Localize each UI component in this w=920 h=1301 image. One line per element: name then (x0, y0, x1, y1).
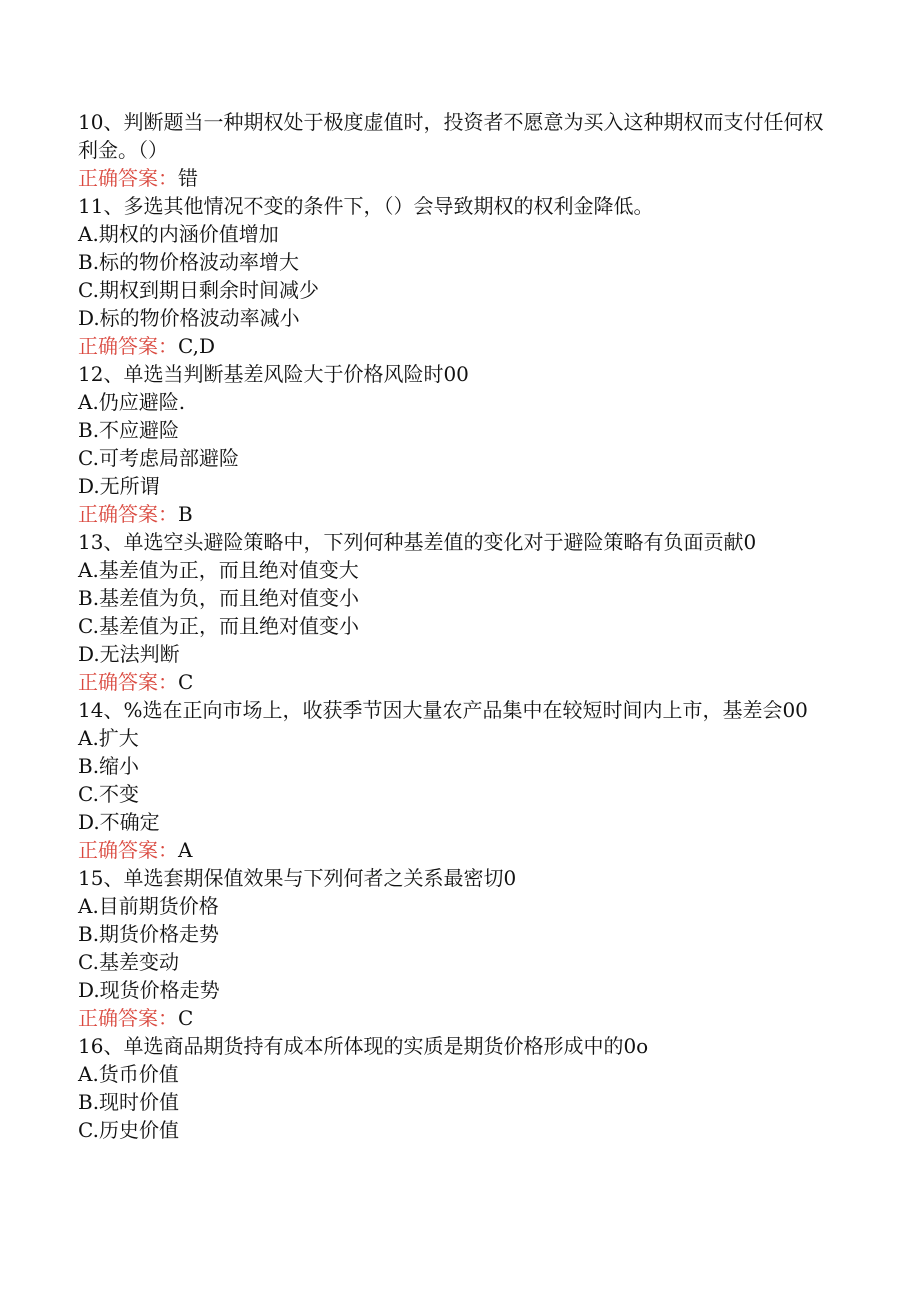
option-b: B.现时价值 (78, 1090, 180, 1114)
question-stem: 11、多选其他情况不变的条件下，（）会导致期权的权利金降低。 (78, 194, 654, 218)
question-10 (78, 108, 838, 192)
option-b: B.不应避险 (78, 418, 180, 442)
option-a: A.目前期货价格 (78, 894, 219, 918)
option-d: D.不确定 (78, 810, 160, 834)
question-12 (78, 360, 838, 528)
option-c: C.历史价值 (78, 1118, 179, 1142)
question-stem: 13、单选空头避险策略中，下列何种基差值的变化对于避险策略有负面贡献0 (78, 530, 757, 554)
answer-line (78, 668, 838, 696)
option-c: C.期权到期日剩余时间减少 (78, 278, 319, 302)
option-c: C.基差变动 (78, 950, 179, 974)
answer-value: B (178, 502, 193, 526)
option-d: D.标的物价格波动率减小 (78, 306, 300, 330)
option-a: A.货币价值 (78, 1062, 179, 1086)
option-b: B.基差值为负，而且绝对值变小 (78, 586, 360, 610)
option-a: A.基差值为正，而且绝对值变大 (78, 558, 359, 582)
option-d: D.现货价格走势 (78, 978, 220, 1002)
option-c: C.不变 (78, 782, 139, 806)
question-stem: 12、单选当判断基差风险大于价格风险时00 (78, 362, 469, 386)
question-stem: 14、%选在正向市场上，收获季节因大量农产品集中在较短时间内上市，基差会00 (78, 698, 808, 722)
answer-value: C,D (178, 334, 215, 358)
question-stem: 16、单选商品期货持有成本所体现的实质是期货价格形成中的0o (78, 1034, 649, 1058)
answer-value: A (178, 838, 193, 862)
option-a: A.仍应避险. (78, 390, 186, 414)
answer-line (78, 164, 838, 192)
answer-line (78, 836, 838, 864)
answer-line (78, 500, 838, 528)
answer-line (78, 1004, 838, 1032)
document-page (78, 108, 838, 1144)
question-13 (78, 528, 838, 696)
answer-value: C (178, 670, 194, 694)
answer-value: 错 (178, 166, 198, 190)
answer-line (78, 332, 838, 360)
question-stem: 10、判断题当一种期权处于极度虚值时，投资者不愿意为买入这种期权而支付任何权利金。（） (78, 110, 824, 162)
question-stem: 15、单选套期保值效果与下列何者之关系最密切0 (78, 866, 517, 890)
answer-label: 正确答案： (78, 334, 178, 358)
option-a: A.期权的内涵价值增加 (78, 222, 279, 246)
answer-label: 正确答案： (78, 166, 178, 190)
answer-label: 正确答案： (78, 502, 178, 526)
option-c: C.可考虑局部避险 (78, 446, 239, 470)
answer-label: 正确答案： (78, 838, 178, 862)
answer-label: 正确答案： (78, 1006, 178, 1030)
option-b: B.缩小 (78, 754, 140, 778)
question-14 (78, 696, 838, 864)
option-c: C.基差值为正，而且绝对值变小 (78, 614, 359, 638)
answer-label: 正确答案： (78, 670, 178, 694)
option-b: B.期货价格走势 (78, 922, 220, 946)
question-15 (78, 864, 838, 1032)
question-16 (78, 1032, 838, 1144)
question-11 (78, 192, 838, 360)
option-d: D.无法判断 (78, 642, 180, 666)
option-b: B.标的物价格波动率增大 (78, 250, 300, 274)
option-a: A.扩大 (78, 726, 139, 750)
answer-value: C (178, 1006, 194, 1030)
option-d: D.无所谓 (78, 474, 160, 498)
